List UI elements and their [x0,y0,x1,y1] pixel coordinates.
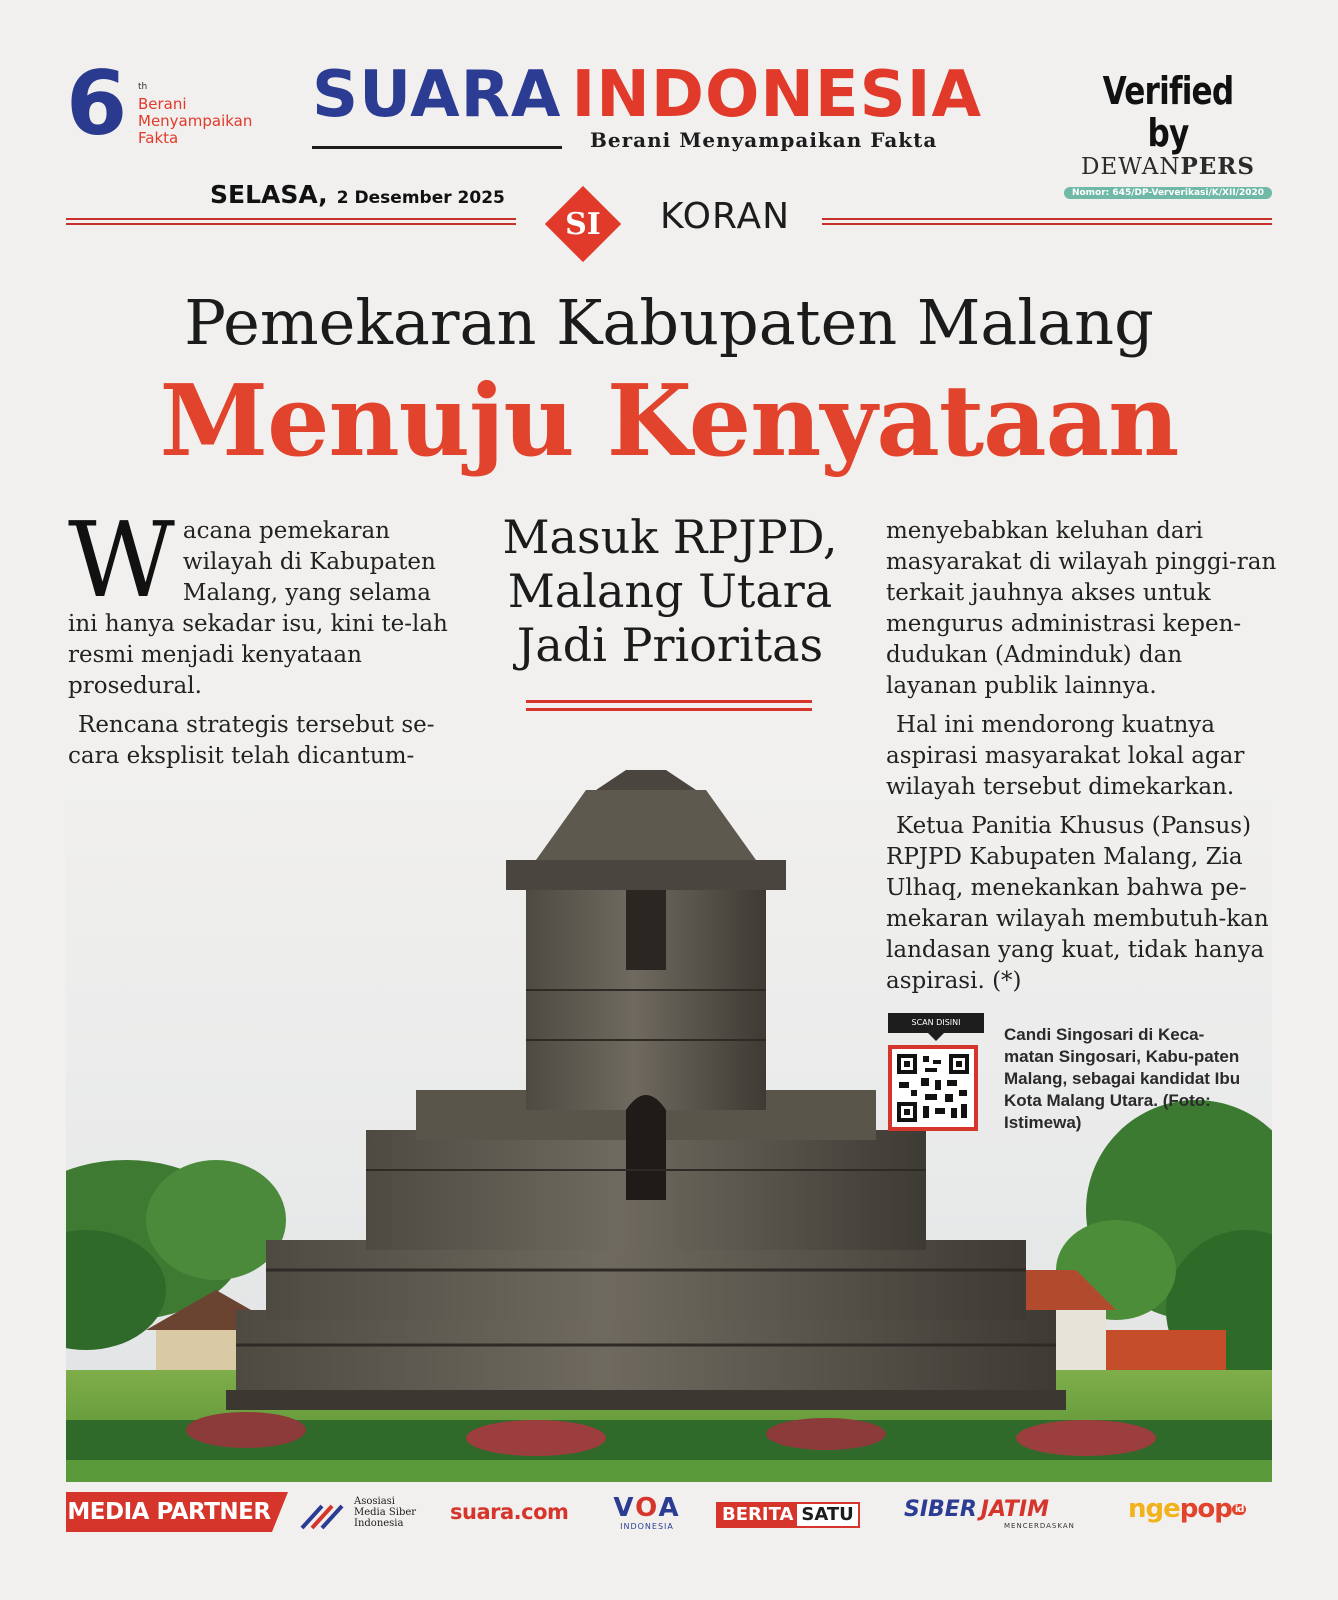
section-name: KORAN [660,196,791,237]
verified-org: DEWANPERS [1080,153,1256,180]
qr-code-icon[interactable] [888,1045,978,1131]
masthead-rule-right [822,218,1272,225]
article-paragraph: Ketua Panitia Khusus (Pansus) RPJPD Kabupaten Malang, Zia Ulhaq, menekankan bahwa pe-mekaran wilayah membutuh-kan landasan yang kuat, tidak hanya aspirasi. (*) [886,813,1269,994]
media-partner-label: MEDIA PARTNER [66,1492,272,1532]
partner-beritasatu-logo[interactable]: BERITA SATU [716,1502,860,1528]
dateline-date: 2 Desember 2025 [336,188,505,208]
masthead-rule-left [66,218,516,225]
headline-main: Menuju Kenyataan [159,364,1179,479]
brand-logo[interactable] [312,60,1012,130]
headline-kicker: Pemekaran Kabupaten Malang [184,286,1154,359]
dateline-day: SELASA, [210,180,328,209]
tagline-divider [312,146,562,149]
article-paragraph: Hal ini mendorong kuatnya aspirasi masyarakat lokal agar wilayah tersebut dimekarkan. [886,712,1245,800]
anniversary-badge [66,52,286,156]
brand-word-suara: SUARA [312,58,562,132]
dateline [210,180,505,209]
verified-number: Nomor: 645/DP-Ververikasi/K/XII/2020 [1064,187,1272,199]
brand-word-indonesia: INDONESIA [571,58,983,132]
anniversary-slogan: Berani Menyampaikan Fakta [138,95,253,147]
partner-suara-logo[interactable]: suara.com [450,1500,569,1524]
brand-tagline: Berani Menyampaikan Fakta [590,128,938,152]
si-diamond-logo: SI [545,186,621,262]
anniversary-suffix: th [138,82,148,92]
partner-ngepop-logo[interactable]: ngepop id [1128,1494,1246,1530]
drop-cap: W [68,499,175,621]
partner-amsi-logo[interactable]: Asosiasi Media Siber Indonesia [300,1496,430,1532]
article-paragraph: Rencana strategis tersebut se-cara eksplisit telah dicantum- [68,712,435,769]
qr-code-block[interactable] [888,1013,984,1131]
partner-siberjatim-logo[interactable]: SIBER JATIM MENCERDASKAN [904,1497,1075,1530]
photo-caption: Candi Singosari di Keca-matan Singosari, Kabu-paten Malang, sebagai kandidat Ibu Kota Malang Utara. (Foto: Istimewa) [1004,1025,1241,1132]
verified-title: Verified by [1102,69,1234,155]
subheadline-rule [526,700,812,711]
partner-voa-logo[interactable]: VOA INDONESIA [613,1493,681,1531]
article-column-right [886,516,1278,1005]
scan-label: SCAN DISINI [888,1013,984,1033]
amsi-mark-icon [300,1500,348,1530]
subheadline: Masuk RPJPD, Malang Utara Jadi Prioritas [502,510,838,672]
dewan-pers-verification [1058,70,1278,199]
anniversary-number: 6 [66,52,124,155]
article-paragraph: Wacana pemekaran wilayah di Kabupaten Malang, yang selama ini hanya sekadar isu, kini te-lah resmi menjadi kenyataan prosedural. [68,499,448,699]
article-paragraph: menyebabkan keluhan dari masyarakat di wilayah pinggi-ran terkait jauhnya akses untuk mengurus administrasi kepen-dudukan (Adminduk) dan layanan publik lainnya. [886,518,1277,699]
